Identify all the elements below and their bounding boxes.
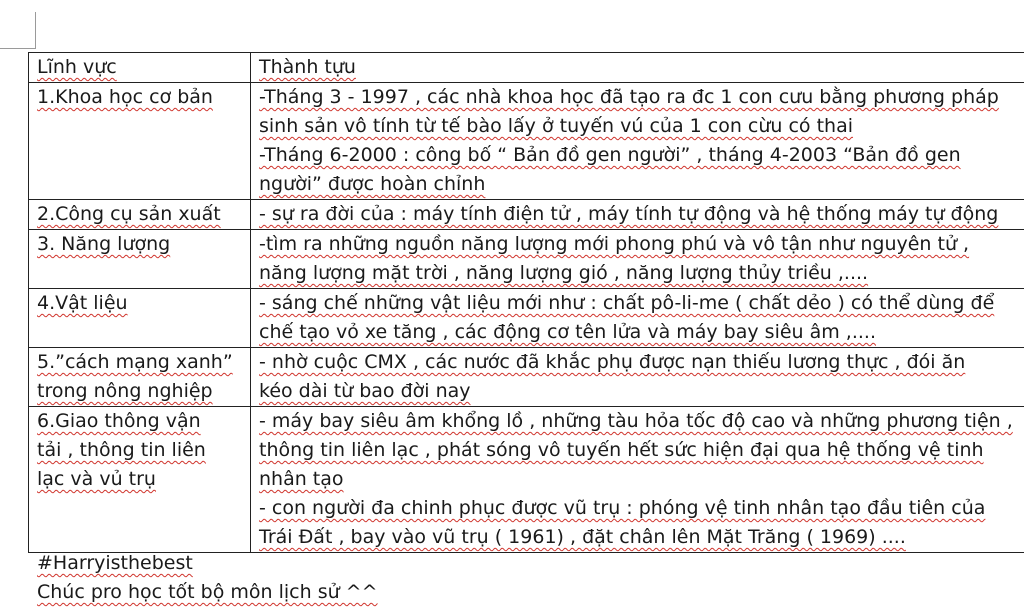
table-row [29, 289, 1024, 348]
achievements-table [28, 52, 1024, 553]
field-line: trong nông nghiệp [37, 380, 213, 402]
table-row [29, 348, 1024, 407]
achievement-line: -Tháng 3 - 1997 , các nhà khoa học đã tạo ra đc 1 con cưu bằng phương pháp [259, 86, 999, 108]
field-line: 5.”cách mạng xanh” [37, 351, 233, 373]
achievement-cell [251, 407, 1024, 553]
field-line: tải , thông tin liên [37, 439, 206, 461]
achievement-cell [251, 289, 1024, 348]
header-achievement [251, 53, 1024, 83]
achievement-cell [251, 83, 1024, 200]
achievement-line: - sự ra đời của : máy tính điện tử , máy tính tự động và hệ thống máy tự động [259, 203, 999, 225]
field-line: 6.Giao thông vận [37, 410, 201, 432]
crop-mark-vertical [35, 12, 36, 48]
footer-note [37, 549, 378, 607]
achievement-line: kéo dài từ bao đời nay [259, 380, 471, 402]
achievement-line: Trái Đất , bay vào vũ trụ ( 1961) , đặt chân lên Mặt Trăng ( 1969) .... [259, 526, 906, 548]
achievement-line: nhân tạo [259, 468, 344, 490]
achievement-line: - máy bay siêu âm khổng lồ , những tàu hỏa tốc độ cao và những phương tiện , [259, 410, 1013, 432]
closing-message: Chúc pro học tốt bộ môn lịch sử ^^ [37, 581, 378, 603]
crop-mark-horizontal [0, 48, 36, 49]
table-header-row [29, 53, 1024, 83]
achievement-line: chế tạo vỏ xe tăng , các động cơ tên lửa và máy bay siêu âm ,.... [259, 321, 877, 343]
field-line: 3. Năng lượng [37, 233, 171, 255]
field-cell [29, 200, 251, 230]
achievement-line: năng lượng mặt trời , năng lượng gió , năng lượng thủy triều ,.... [259, 262, 869, 284]
table-row [29, 407, 1024, 553]
field-cell [29, 230, 251, 289]
achievement-line: - nhờ cuộc CMX , các nước đã khắc phụ được nạn thiếu lương thực , đói ăn [259, 351, 966, 373]
header-field-label: Lĩnh vực [37, 56, 117, 78]
field-line: lạc và vủ trụ [37, 468, 156, 490]
achievement-line: -Tháng 6-2000 : công bố “ Bản đồ gen người” , tháng 4-2003 “Bản đồ gen [259, 144, 961, 166]
achievement-line: thông tin liên lạc , phát sóng vô tuyến hết sức hiện đại qua hệ thống vệ tinh [259, 439, 984, 461]
table-row [29, 230, 1024, 289]
field-line: 4.Vật liệu [37, 292, 128, 314]
header-field [29, 53, 251, 83]
field-cell [29, 348, 251, 407]
field-cell [29, 289, 251, 348]
achievement-line: - sáng chế những vật liệu mới như : chất pô-li-me ( chất dẻo ) có thể dùng để [259, 292, 995, 314]
field-cell [29, 407, 251, 553]
achievement-cell [251, 200, 1024, 230]
achievement-line: người” được hoàn chỉnh [259, 173, 486, 195]
table-row [29, 83, 1024, 200]
hashtag-text: #Harryisthebest [37, 552, 193, 574]
achievement-line: -tìm ra những nguồn năng lượng mới phong phú và vô tận như nguyên tử , [259, 233, 970, 255]
field-line: 2.Công cụ sản xuất [37, 203, 221, 225]
field-cell [29, 83, 251, 200]
achievement-line: - con người đa chinh phục được vũ trụ : phóng vệ tinh nhân tạo đầu tiên của [259, 497, 986, 519]
achievement-line: sinh sản vô tính từ tế bào lấy ở tuyến vú của 1 con cừu có thai [259, 115, 854, 137]
achievement-cell [251, 348, 1024, 407]
achievement-cell [251, 230, 1024, 289]
header-achievement-label: Thành tựu [259, 56, 356, 78]
table-row [29, 200, 1024, 230]
field-line: 1.Khoa học cơ bản [37, 86, 213, 108]
